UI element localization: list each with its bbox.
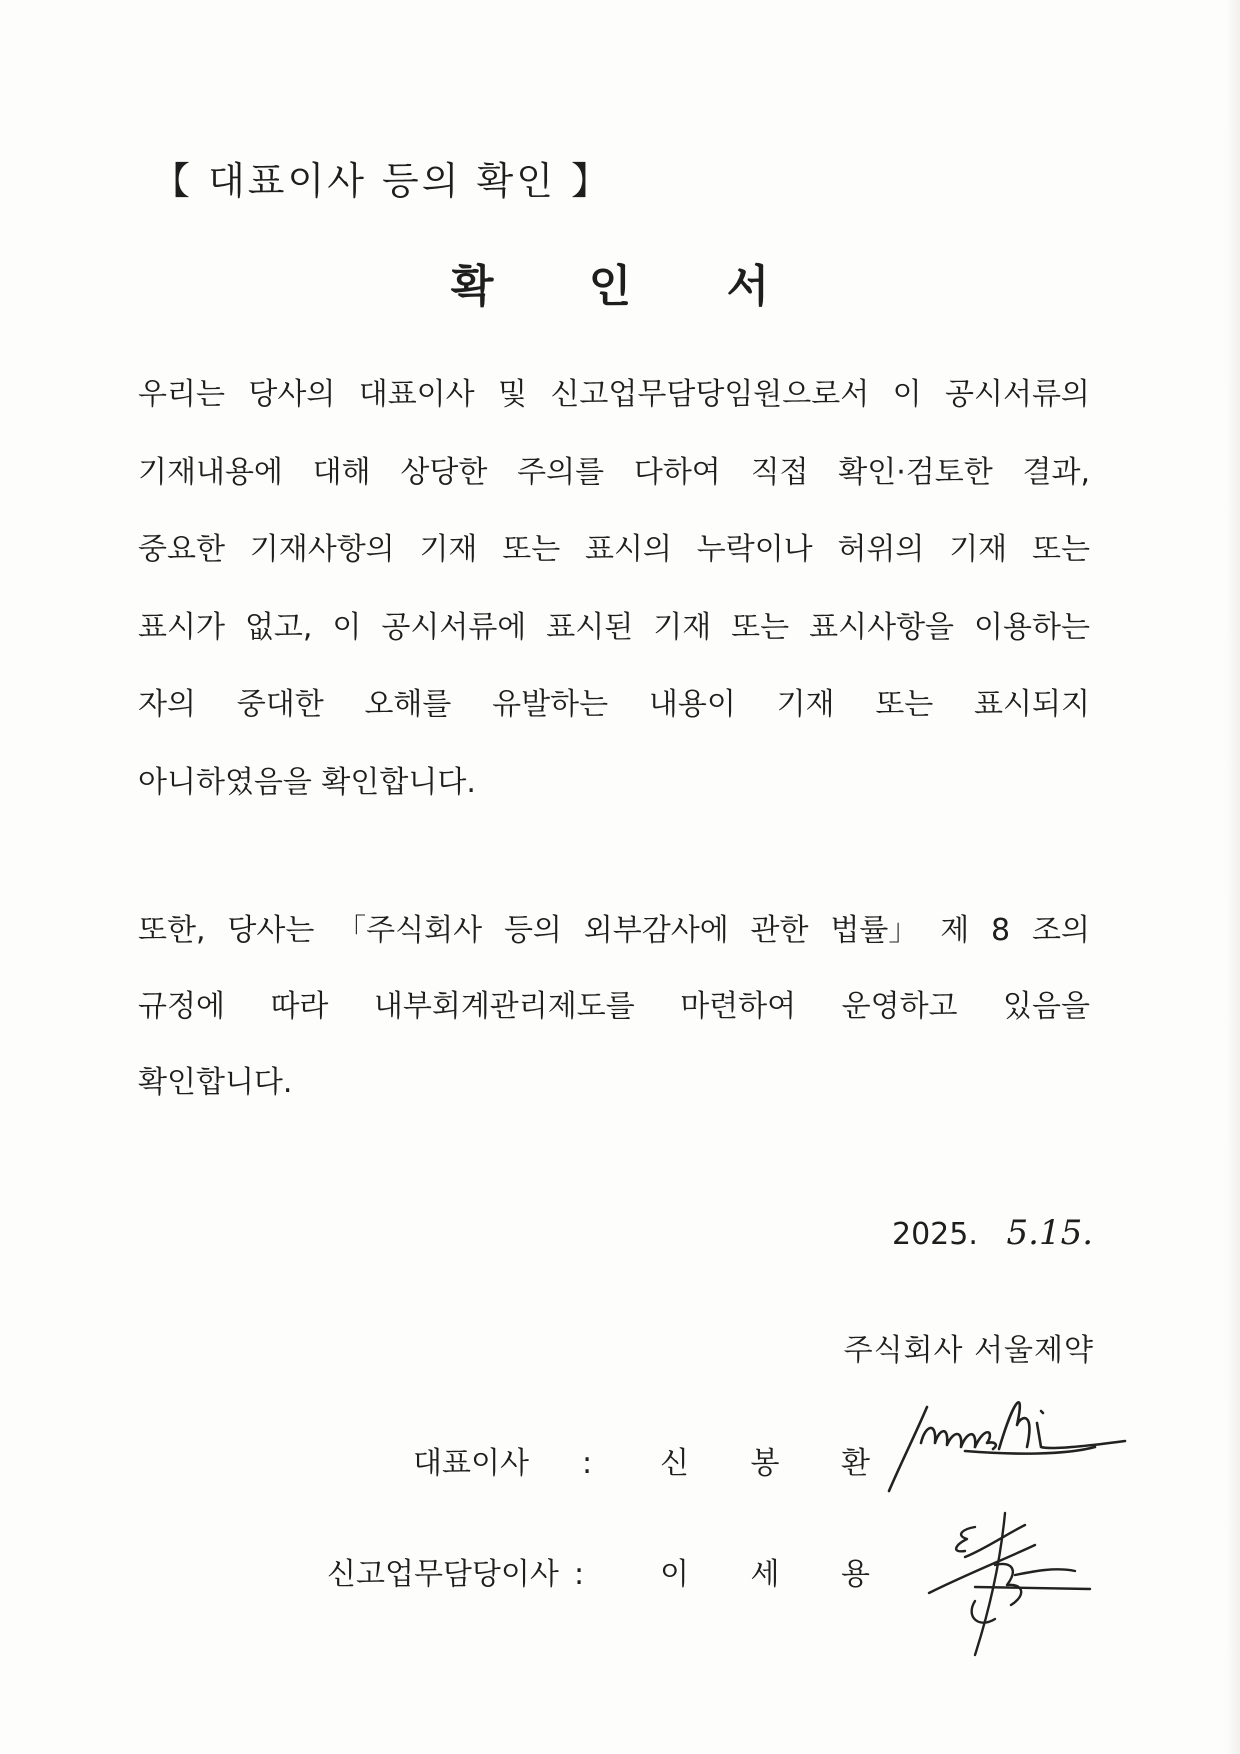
word: 또는 [731,609,790,645]
word: 또한, [138,913,206,948]
word: 또는 [1031,532,1090,567]
date-handwritten: 5.15. [1006,1213,1094,1253]
word: 중대한 [236,687,324,722]
document-date [892,1213,1093,1253]
word: 또는 [502,532,561,567]
word: 조의 [1032,913,1090,948]
word: 주의를 [517,454,605,490]
word: 기재 [419,532,478,567]
word: 확인합니다. [138,1065,293,1100]
word: 기재사항의 [249,532,395,567]
director-signature [915,1505,1095,1670]
word: 아니하였음을 확인합니다. [138,764,476,800]
section-heading: 【 대표이사 등의 확인 】 [152,159,612,203]
word: 있음을 [1003,989,1090,1024]
signatory-colon: : [582,1446,593,1481]
word: 외부감사에 [583,913,729,948]
name-char: 봉 [750,1446,780,1481]
word: 대해 [312,454,371,490]
word: 당사는 [227,913,315,948]
word: 운영하고 [841,989,958,1024]
name-char: 이 [660,1557,689,1592]
word: 자의 [138,687,196,722]
scan-edge-shadow [1226,0,1240,1754]
name-char: 용 [841,1557,870,1592]
word: 유발하는 [492,687,609,722]
word: 오해를 [364,687,452,722]
word: 허위의 [837,532,925,567]
word: 이 [892,377,922,412]
word: 따라 [270,989,329,1024]
paragraph-line [138,685,1090,725]
word: 등의 [503,913,562,948]
word: 규정에 [138,989,225,1024]
word: 기재 [776,687,835,722]
word: 공시서류의 [945,377,1090,412]
word: 대표이사 [358,377,475,412]
paragraph-line [138,608,1090,648]
word: 8 [991,913,1011,948]
name-char: 신 [660,1446,689,1481]
signatory-role: 신고업무담당이사 [327,1557,559,1592]
word: 이용하는 [974,609,1090,645]
paragraph-line [138,530,1090,570]
word: 관한 [750,913,809,948]
name-char: 환 [841,1446,870,1481]
word: 내부회계관리제도를 [373,989,635,1024]
paragraph-line [138,375,1090,415]
name-char: 세 [750,1557,780,1592]
word: 신고업무담당임원으로서 [550,377,870,412]
paragraph-line [138,763,1090,803]
word: 제 [940,913,970,948]
word: 기재내용에 [138,454,283,490]
document-title: 확 인 서 [450,261,810,312]
signatory-name [660,1553,870,1597]
signatory-name [660,1442,870,1486]
word: 표시되지 [974,687,1090,722]
word: 내용이 [648,687,736,722]
word: 마련하여 [680,989,797,1024]
word: 없고, [244,609,313,645]
word: 및 [498,377,528,412]
paragraph-line [138,453,1090,493]
word: 또는 [875,687,934,722]
word: 기재 [949,532,1008,567]
word: 「주식회사 [336,913,483,948]
word: 다하여 [633,454,721,490]
word: 상당한 [400,454,488,490]
word: 직접 [750,454,809,490]
word: 표시의 [584,532,672,567]
word: 누락이나 [696,532,813,567]
word: 당사의 [248,377,336,412]
paragraph-line [138,1063,1090,1103]
paragraph-line [138,911,1090,951]
word: 중요한 [138,532,225,567]
word: 이 [332,609,362,645]
signatory-colon: : [574,1557,585,1592]
paragraph-line [138,987,1090,1027]
company-name: 주식회사 서울제약 [843,1333,1094,1368]
word: 표시된 [546,609,634,645]
word: 표시가 [138,609,225,645]
signatory-role: 대표이사 [413,1446,529,1481]
ceo-signature [875,1385,1145,1500]
word: 확인·검토한 [838,454,993,490]
word: 기재 [653,609,712,645]
date-year: 2025. [892,1217,978,1252]
word: 공시서류에 [381,609,527,645]
word: 표시사항을 [809,609,955,645]
word: 법률」 [830,913,919,948]
word: 결과, [1022,454,1090,490]
word: 우리는 [138,377,225,412]
